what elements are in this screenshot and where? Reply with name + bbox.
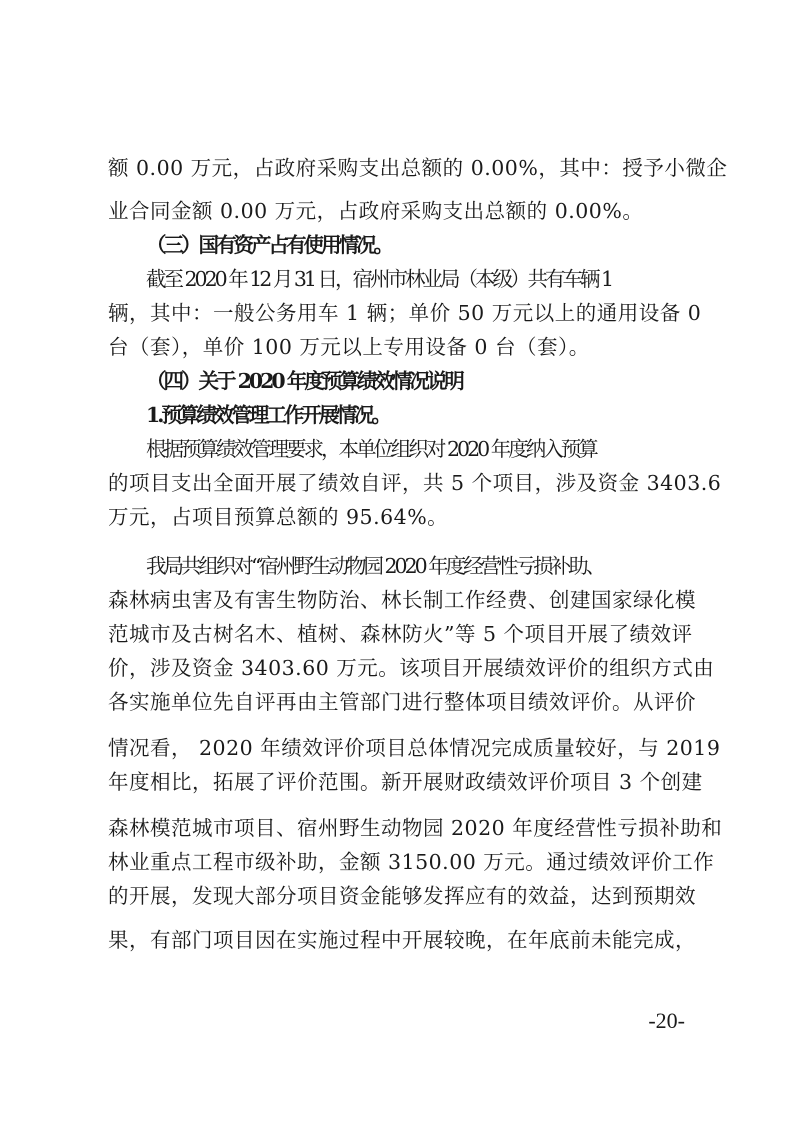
paragraph-line: 业合同金额 0.00 万元，占政府采购支出总额的 0.00%。 — [108, 199, 644, 223]
paragraph-line: 截至 2020 年 12 月 31 日，宿州市林业局（本级）共有车辆 1 — [146, 267, 611, 291]
paragraph-line: 范城市及古树名木、植树、森林防火”等 5 个项目开展了绩效评 — [108, 622, 693, 646]
paragraph-line: 万元，占项目预算总额的 95.64%。 — [108, 505, 449, 529]
page-number: -20- — [648, 1008, 685, 1033]
paragraph-line: 我局共组织对“宿州野生动物园 2020 年度经营性亏损补助、 — [146, 554, 604, 578]
paragraph-line: 的项目支出全面开展了绩效自评，共 5 个项目，涉及资金 3403.6 — [108, 471, 722, 495]
paragraph-line: 情况看， 2020 年绩效评价项目总体情况完成质量较好，与 2019 — [108, 736, 721, 760]
paragraph-line: 年度相比，拓展了评价范围。新开展财政绩效评价项目 3 个创建 — [108, 770, 703, 794]
paragraph-line: 各实施单位先自评再由主管部门进行整体项目绩效评价。从评价 — [108, 690, 696, 714]
paragraph-line: 果，有部门项目因在实施过程中开展较晚，在年底前未能完成， — [108, 928, 696, 952]
paragraph-line: 林业重点工程市级补助，金额 3150.00 万元。通过绩效评价工作 — [108, 850, 715, 874]
section-heading: （三）国有资产占有使用情况。 — [146, 233, 391, 257]
paragraph-line: 森林病虫害及有害生物防治、林长制工作经费、创建国家绿化模 — [108, 588, 696, 612]
paragraph-line: 的开展，发现大部分项目资金能够发挥应有的效益，达到预期效 — [108, 884, 696, 908]
subsection-heading: 1.预算绩效管理工作开展情况。 — [146, 403, 389, 427]
section-heading: （四）关于 2020 年度预算绩效情况说明 — [146, 369, 462, 393]
paragraph-line: 辆，其中：一般公务用车 1 辆；单价 50 万元以上的通用设备 0 — [108, 301, 702, 325]
paragraph-line: 森林模范城市项目、宿州野生动物园 2020 年度经营性亏损补助和 — [108, 816, 723, 840]
paragraph-line: 价，涉及资金 3403.60 万元。该项目开展绩效评价的组织方式由 — [108, 656, 715, 680]
paragraph-line: 额 0.00 万元，占政府采购支出总额的 0.00%，其中：授予小微企 — [108, 156, 728, 180]
paragraph-line: 台（套），单价 100 万元以上专用设备 0 台（套）。 — [108, 335, 590, 359]
paragraph-line: 根据预算绩效管理要求，本单位组织对 2020 年度纳入预算 — [146, 437, 596, 461]
